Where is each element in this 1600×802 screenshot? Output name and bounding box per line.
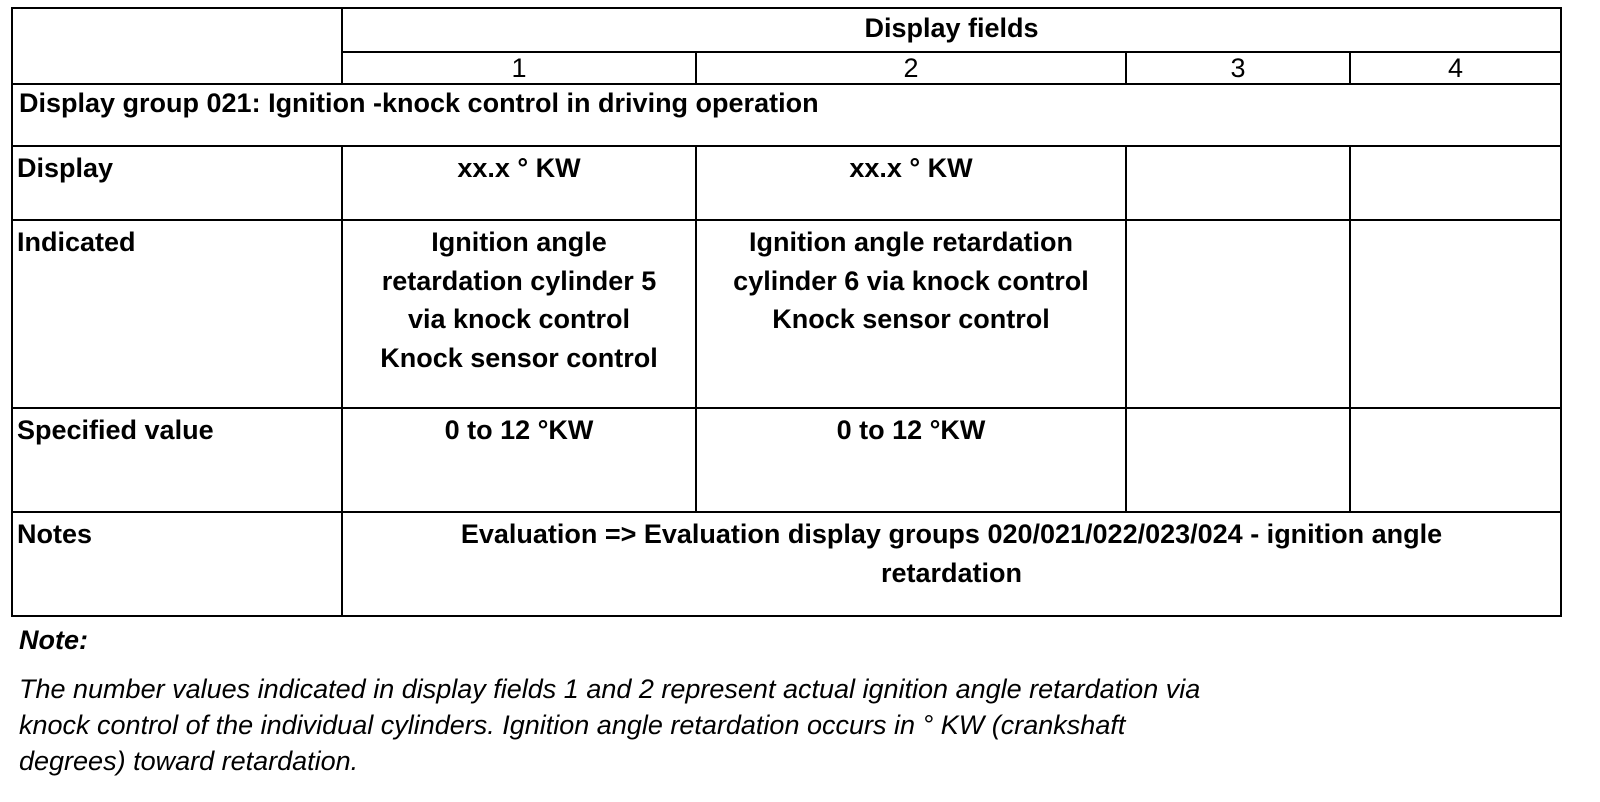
display-field-3 [1126, 146, 1350, 220]
display-fields-heading: Display fields [342, 8, 1561, 52]
indicated-field-1-line: via knock control [407, 304, 631, 334]
header-corner-cell [12, 8, 342, 84]
indicated-field-4 [1350, 220, 1561, 408]
specified-value-label: Specified value [12, 408, 342, 512]
note-text [19, 671, 1419, 779]
field-number-3: 3 [1126, 52, 1350, 84]
indicated-field-2-line: Ignition angle retardation [748, 227, 1073, 257]
indicated-field-1-line: Ignition angle [431, 227, 607, 257]
display-field-1: xx.x ° KW [342, 146, 696, 220]
specified-field-3 [1126, 408, 1350, 512]
display-field-2: xx.x ° KW [696, 146, 1126, 220]
note-block [11, 621, 1562, 779]
specified-field-4 [1350, 408, 1561, 512]
field-number-2: 2 [696, 52, 1126, 84]
specified-field-1: 0 to 12 °KW [342, 408, 696, 512]
notes-text [342, 512, 1561, 616]
field-number-4: 4 [1350, 52, 1561, 84]
note-text-line: degrees) toward retardation. [19, 746, 359, 776]
indicated-row [12, 220, 1561, 408]
document [11, 7, 1562, 779]
indicated-field-1 [342, 220, 696, 408]
specified-field-2: 0 to 12 °KW [696, 408, 1126, 512]
header-row [12, 8, 1561, 52]
indicated-row-label: Indicated [12, 220, 342, 408]
display-field-4 [1350, 146, 1561, 220]
display-row-label: Display [12, 146, 342, 220]
indicated-field-2-line: Knock sensor control [772, 304, 1050, 334]
notes-label: Notes [12, 512, 342, 616]
display-row [12, 146, 1561, 220]
note-text-line: knock control of the individual cylinders. Ignition angle retardation occurs in ° KW (crankshaft [19, 710, 1126, 740]
display-group-row [12, 84, 1561, 146]
indicated-field-2-line: cylinder 6 via knock control [733, 265, 1089, 296]
indicated-field-2 [696, 220, 1126, 408]
indicated-field-3 [1126, 220, 1350, 408]
notes-text-line: retardation [880, 557, 1023, 588]
note-text-line: The number values indicated in display fields 1 and 2 represent actual ignition angle retardation via [19, 674, 1201, 704]
notes-text-line: Evaluation => Evaluation display groups 020/021/022/023/024 - ignition angle [460, 519, 1443, 549]
notes-row [12, 512, 1561, 616]
display-fields-table [11, 7, 1562, 617]
note-title: Note: [19, 625, 88, 655]
field-number-1: 1 [342, 52, 696, 84]
indicated-field-1-line: retardation cylinder 5 [381, 265, 657, 296]
specified-value-row [12, 408, 1561, 512]
indicated-field-1-line: Knock sensor control [380, 342, 658, 373]
display-group-title: Display group 021: Ignition -knock control in driving operation [12, 84, 1561, 146]
